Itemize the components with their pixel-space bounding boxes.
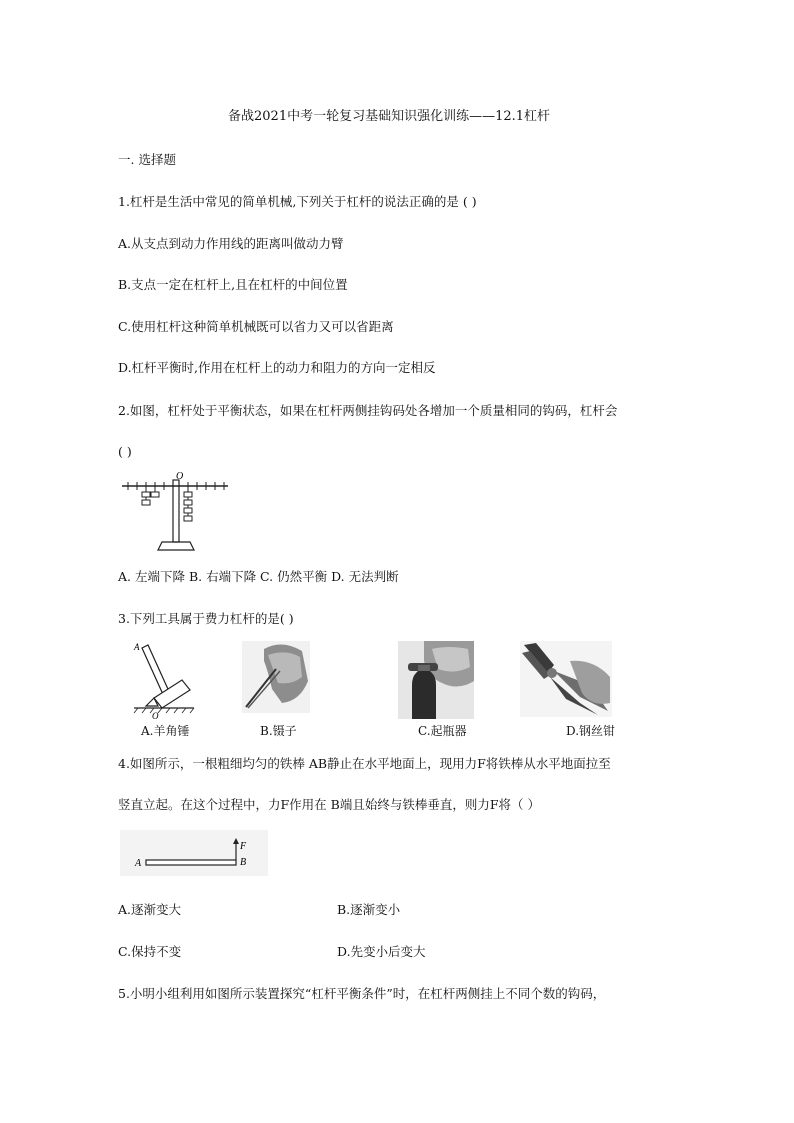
q1-option-c: C.使用杠杆这种简单机械既可以省力又可以省距离 (118, 319, 394, 334)
q1-option-b: B.支点一定在杠杆上,且在杠杆的中间位置 (118, 277, 348, 292)
q1-option-a: A.从支点到动力作用线的距离叫做动力臂 (118, 236, 344, 251)
bottle-opener-photo (398, 641, 474, 719)
q2-options: A. 左端下降 B. 右端下降 C. 仍然平衡 D. 无法判断 (118, 569, 399, 584)
q1-stem: 1.杠杆是生活中常见的简单机械,下列关于杠杆的说法正确的是 ( ) (118, 194, 477, 209)
q4-option-c: C.保持不变 (118, 944, 182, 959)
q4-option-a: A.逐渐变大 (118, 902, 182, 917)
q3-option-d: D.钢丝钳 (566, 724, 616, 738)
pliers-photo (520, 641, 612, 717)
page-title: 备战2021中考一轮复习基础知识强化训练——12.1杠杆 (228, 109, 551, 124)
tweezers-photo (242, 641, 310, 713)
svg-text:A: A (134, 642, 140, 652)
q3-option-a: A.羊角锤 (141, 724, 190, 738)
pivot-label: O (176, 471, 184, 482)
claw-hammer-figure (132, 640, 196, 720)
lever-balance-figure (118, 470, 234, 554)
q2-paren: ( ) (118, 444, 132, 459)
q3-stem: 3.下列工具属于费力杠杆的是( ) (118, 611, 294, 626)
iron-rod-figure (120, 830, 268, 876)
rod-end-b-label: B (240, 857, 247, 868)
q3-option-b: B.镊子 (260, 724, 297, 738)
rod-end-a-label: A (135, 858, 142, 869)
q2-stem: 2.如图，杠杆处于平衡状态，如果在杠杆两侧挂钩码处各增加一个质量相同的钩码，杠杆会 (118, 403, 618, 418)
force-f-label: F (240, 841, 247, 852)
q4-option-d: D.先变小后变大 (337, 944, 426, 959)
q5-stem: 5.小明小组利用如图所示装置探究“杠杆平衡条件”时，在杠杆两侧挂上不同个数的钩码， (118, 986, 606, 1001)
svg-text:O: O (152, 711, 159, 720)
q1-option-d: D.杠杆平衡时,作用在杠杆上的动力和阻力的方向一定相反 (118, 360, 436, 375)
q4-option-b: B.逐渐变小 (337, 902, 401, 917)
q3-option-c: C.起瓶器 (418, 724, 467, 738)
q4-stem-line2: 竖直立起。在这个过程中，力F作用在 B端且始终与铁棒垂直，则力F将（ ） (118, 797, 540, 812)
q4-stem-line1: 4.如图所示，一根粗细均匀的铁棒 AB静止在水平地面上，现用力F将铁棒从水平地面拉至 (118, 756, 611, 771)
section-heading: 一. 选择题 (118, 152, 176, 167)
